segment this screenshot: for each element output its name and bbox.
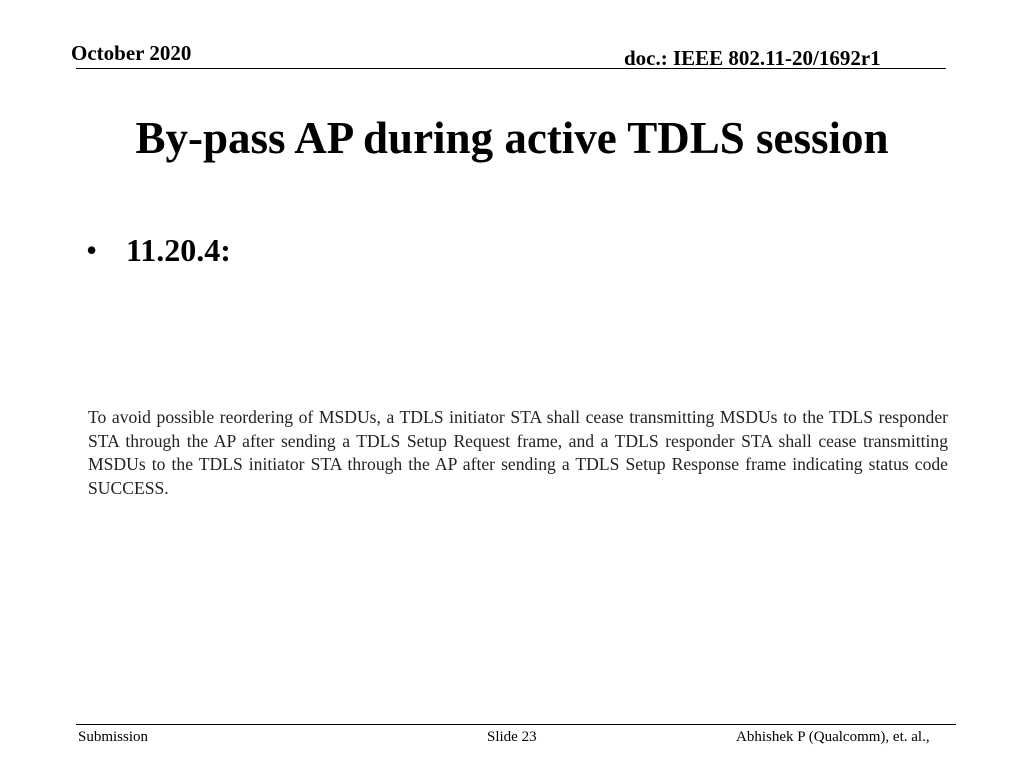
header-divider: [76, 68, 946, 69]
header-doc-id: doc.: IEEE 802.11-20/1692r1: [624, 46, 881, 70]
slide-title: By-pass AP during active TDLS session: [135, 113, 889, 163]
footer-submission: Submission: [78, 729, 149, 745]
footer-divider: [76, 724, 956, 725]
bullet-item: [86, 230, 231, 270]
footer-slide-number: Slide 23: [487, 729, 537, 745]
bullet-text: 11.20.4:: [126, 232, 231, 268]
bullet-marker: •: [86, 232, 98, 268]
footer-author: Abhishek P (Qualcomm), et. al.,: [736, 729, 930, 745]
spec-excerpt: To avoid possible reordering of MSDUs, a TDLS initiator STA shall cease transmitting MSDUs to the TDLS responder STA through the AP after sending a TDLS Setup Request frame, and a TDLS responder STA shall cease transmitting MSDUs to the TDLS initiator STA through the AP after sending a TDLS Setup Response frame indicating status code SUCCESS.: [88, 407, 948, 498]
header-date: October 2020: [71, 41, 192, 65]
